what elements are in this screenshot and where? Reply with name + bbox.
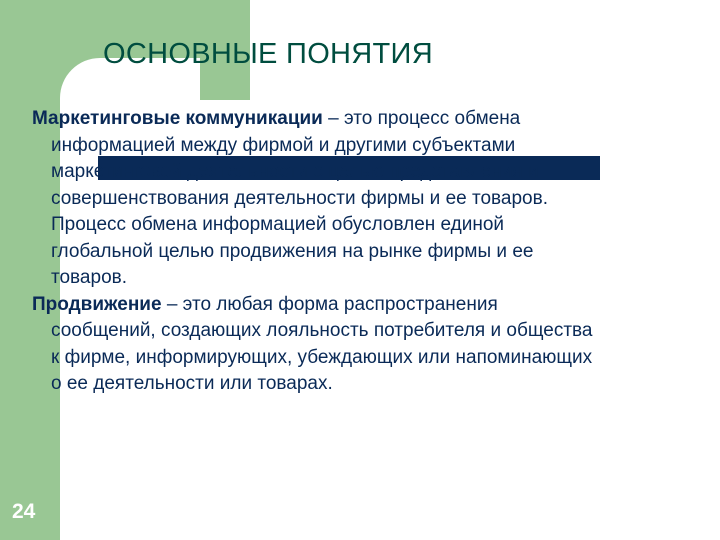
slide-body — [32, 106, 602, 398]
definition-text-marketing-communications: – это процесс обмена информацией между фирмой и другими субъектами маркетинговой деятельности с целью представления и совершенствования деятельности фирмы и ее товаров. Процесс обмена информацией обусловлен единой глобальной целью продвижения на рынке фирмы и ее товаров. — [51, 108, 548, 288]
definition-promotion — [32, 292, 602, 398]
term-marketing-communications: Маркетинговые коммуникации — [32, 108, 323, 129]
term-promotion: Продвижение — [32, 293, 162, 315]
definition-text-promotion: – это любая форма распространения сообщений, создающих лояльность потребителя и общества к фирме, информирующих, убеждающих или напоминающих о ее деятельности или товарах. — [51, 293, 593, 394]
definition-marketing-communications — [32, 106, 602, 292]
slide-title: ОСНОВНЫЕ ПОНЯТИЯ — [103, 38, 433, 70]
page-number: 24 — [12, 500, 36, 523]
